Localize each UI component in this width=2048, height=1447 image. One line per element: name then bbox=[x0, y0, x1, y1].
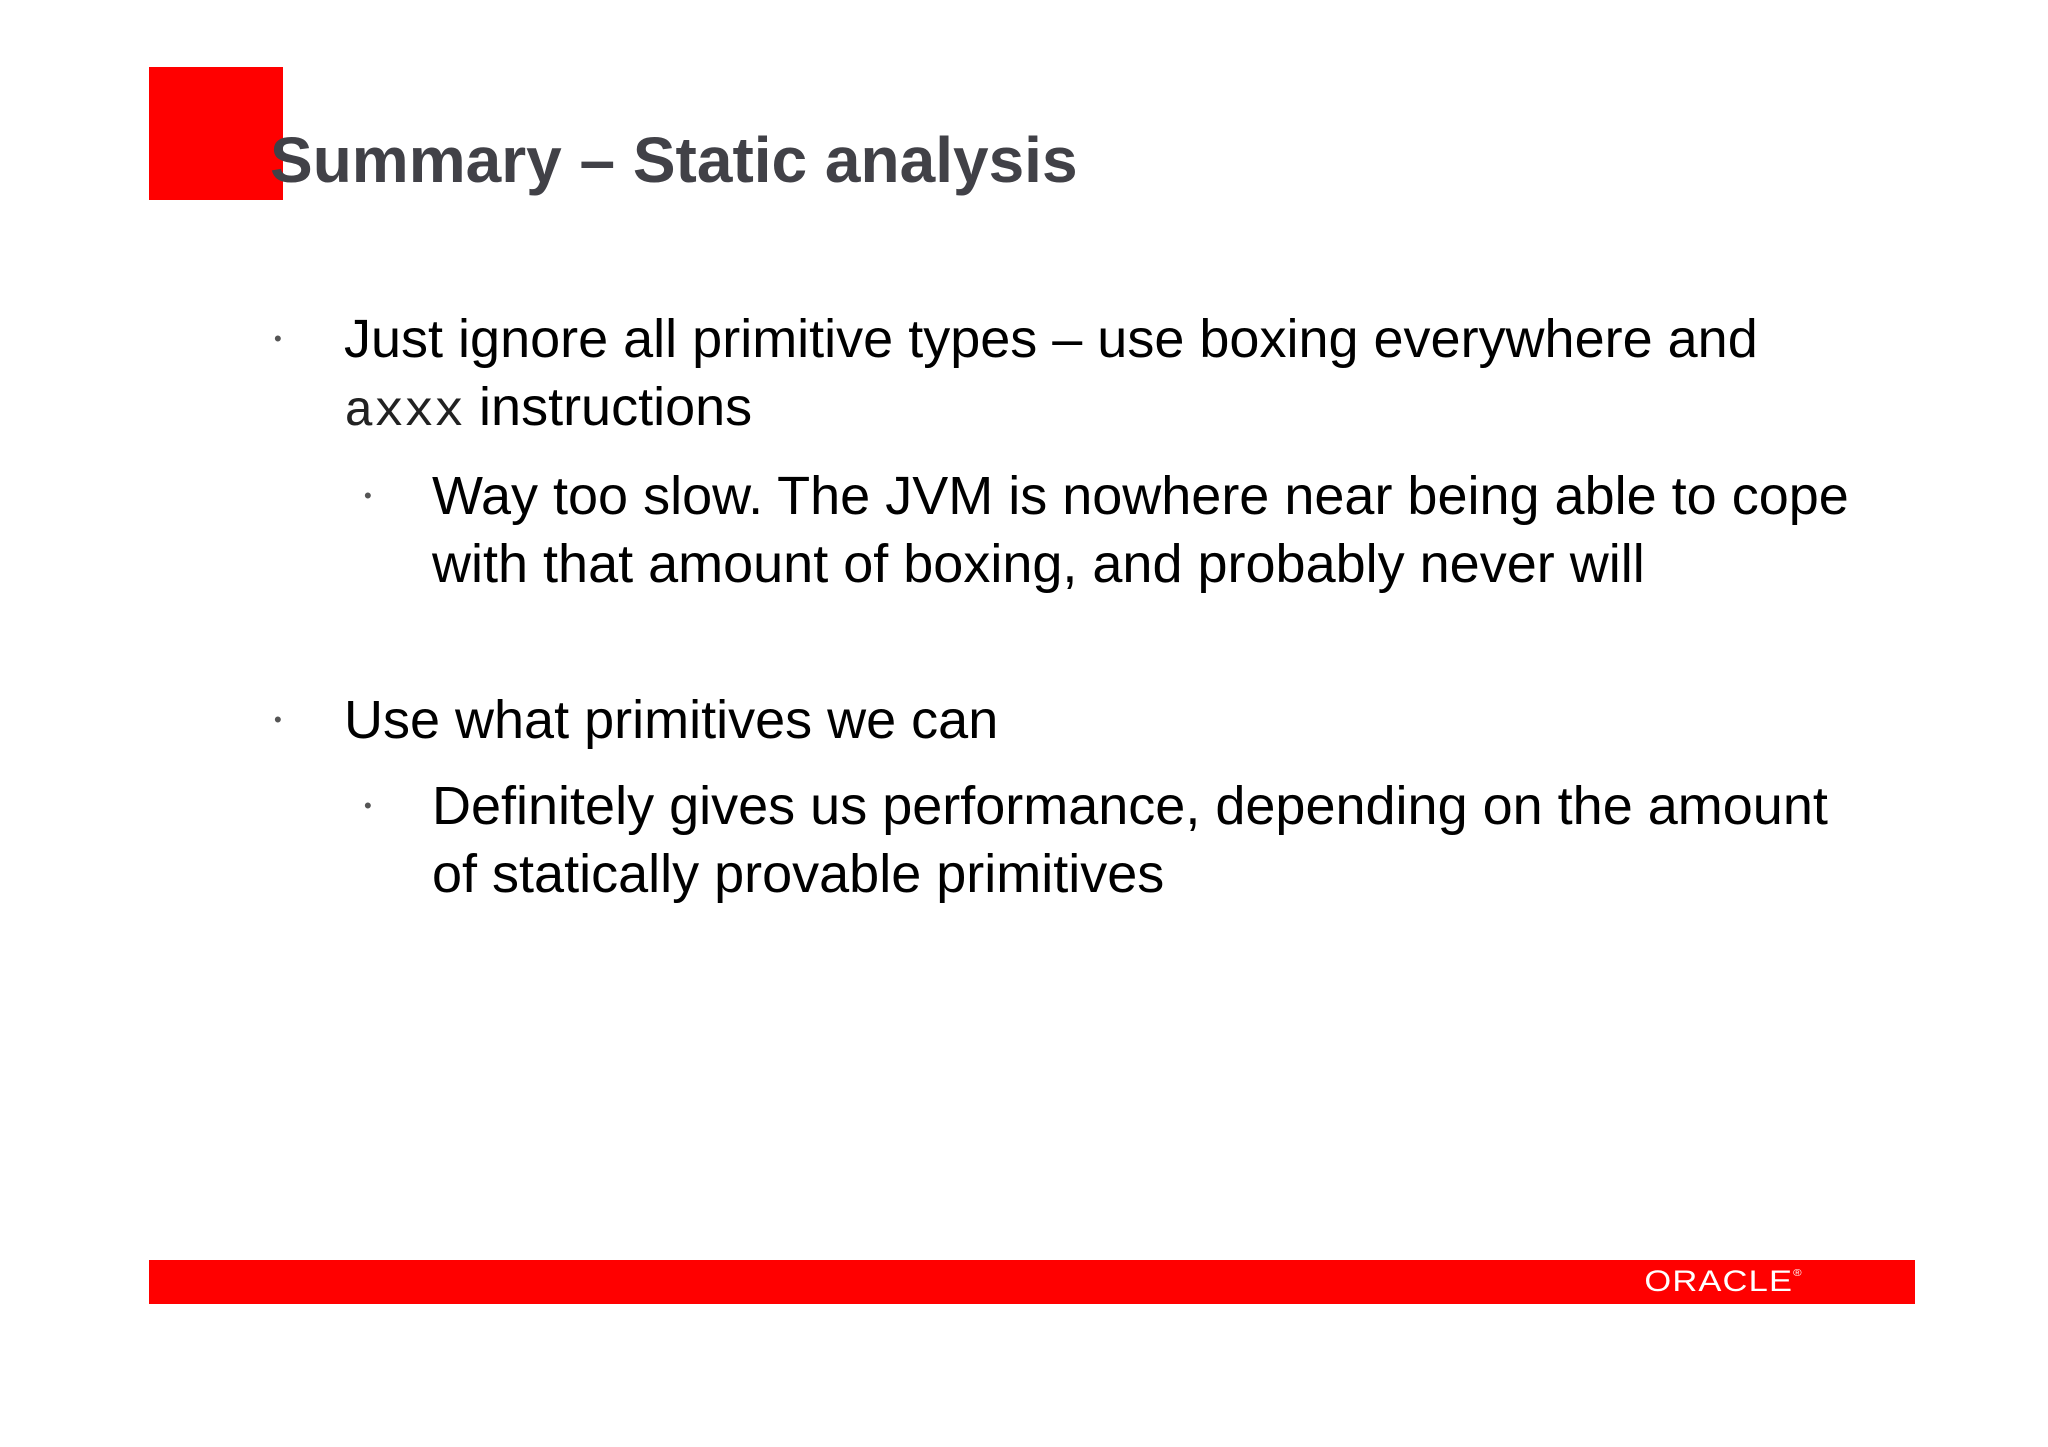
bullet-text: Just ignore all primitive types – use boxing everywhere and bbox=[344, 309, 1758, 369]
oracle-logo bbox=[1645, 1260, 1803, 1304]
footer-bar bbox=[149, 1260, 1915, 1304]
logo-mark: ® bbox=[1793, 1268, 1803, 1279]
sub-bullet-text: Definitely gives us performance, depending on the amount of statically provable primitives bbox=[432, 776, 1828, 904]
bullet-dot: • bbox=[364, 483, 372, 508]
bullet-dot: • bbox=[274, 707, 282, 732]
logo-text: ORACLE bbox=[1644, 1265, 1794, 1298]
slide-title: Summary – Static analysis bbox=[270, 124, 1078, 196]
bullet-dot: • bbox=[364, 793, 372, 818]
sub-bullet-item bbox=[364, 462, 1852, 598]
inline-code: axxx bbox=[344, 384, 465, 441]
sub-bullet-item bbox=[364, 772, 1852, 908]
bullet-item bbox=[274, 686, 1844, 754]
bullet-item bbox=[274, 305, 1844, 447]
sub-bullet-text: Way too slow. The JVM is nowhere near being able to cope with that amount of boxing, and probably never will bbox=[432, 466, 1849, 594]
bullet-text: Use what primitives we can bbox=[344, 690, 999, 750]
bullet-text: instructions bbox=[464, 377, 753, 437]
bullet-dot: • bbox=[274, 326, 282, 351]
accent-square bbox=[149, 67, 283, 200]
